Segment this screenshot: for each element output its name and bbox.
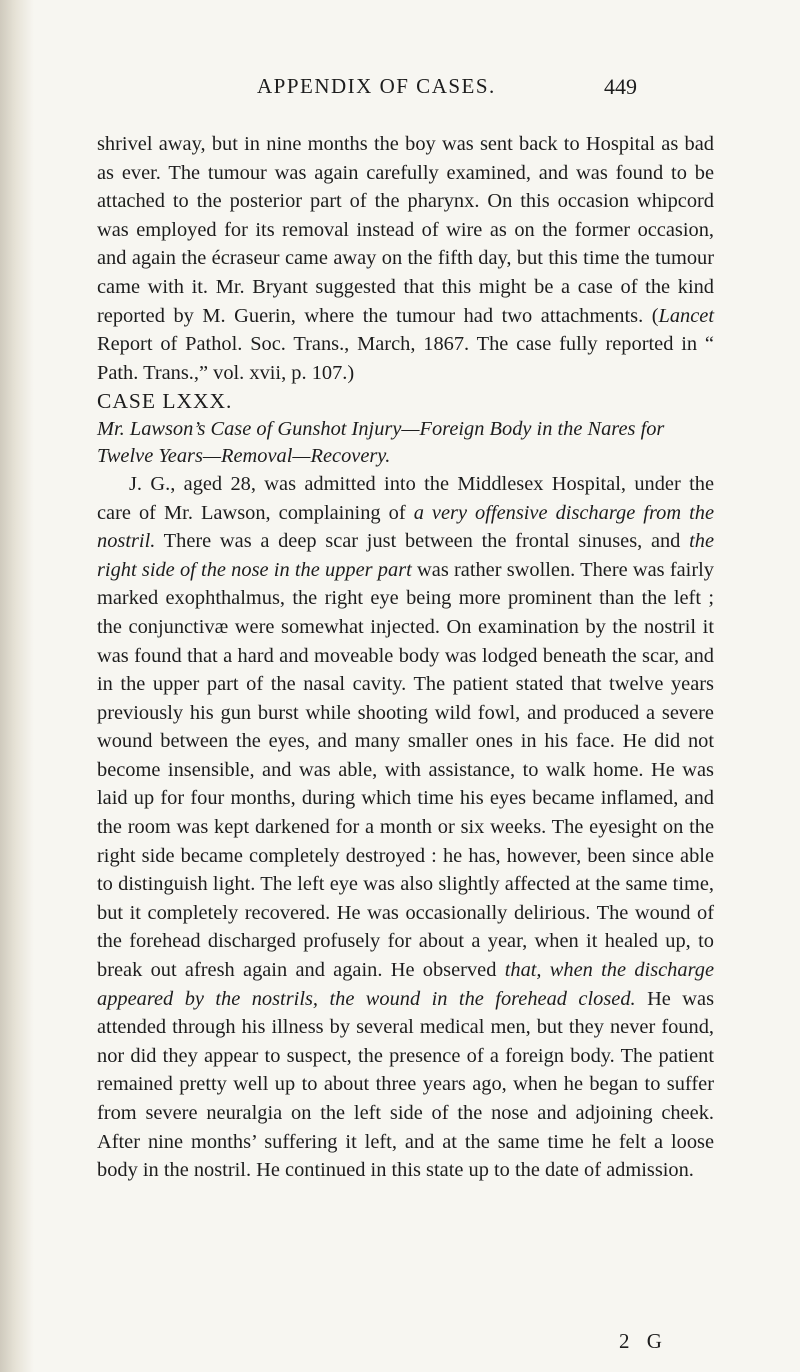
page-header [257,74,637,102]
page-body [97,130,714,1185]
report-emphasis-3: that, when the discharge appeared by the nostrils, the wound in the forehead closed. [97,959,714,1010]
page-number: 449 [604,74,637,99]
report-text-4: He was attended through his illness by several medical men, but they never found, nor did they appear to suspect, the presence of a foreign body. The patient remained pretty well up to about three years ago, when he began to suffer from severe neuralgia on the left side of the nose and adjoining cheek. After nine months’ suffering it left, and at the same time he felt a loose body in the nostril. He continued in this state up to the date of admission. [97,987,715,1182]
journal-title-italic: Lancet [658,304,714,327]
case-report-paragraph [97,470,714,1185]
case-subtitle [97,416,714,470]
paragraph-text-end: Report of Pathol. Soc. Trans., March, 1867. The case fully reported in “ Path. Trans.,” vol. xvii, p. 107.) [97,333,714,384]
case-heading: CASE LXXX. [97,389,233,414]
running-head: APPENDIX OF CASES. [257,74,496,98]
binding-gutter-shadow [0,0,34,1372]
report-text-2: There was a deep scar just between the frontal sinuses, and [155,530,690,553]
paragraph-text: shrivel away, but in nine months the boy was sent back to Hospital as bad as ever. The tumour was again carefully examined, and was found to be attached to the posterior part of the pharynx. On this occasion whipcord was employed for its removal instead of wire as on the former occasion, and again the écraseur came away on the fifth day, but this time the tumour came with it. Mr. Bryant suggested that this might be a case of the kind reported by M. Guerin, where the tumour had two attachments. ( [97,133,714,327]
report-text-1: J. G., aged 28, was admitted into the Middlesex Hospital, under the care of Mr. Lawson, complaining of [97,472,714,524]
case-subtitle-line-1: Mr. Lawson’s Case of Gunshot Injury—Foreign Body in the Nares for [97,417,665,440]
case-subtitle-line-2: Twelve Years—Removal—Recovery. [97,444,391,467]
paragraph-continued [97,130,714,387]
report-emphasis-1: a very offensive discharge from the nostril. [97,501,715,553]
signature-mark: 2 G [619,1329,668,1353]
report-text-3: was rather swollen. There was fairly marked exophthalmus, the right eye being more prominent than the left ; the conjunctivæ were somewhat injected. On examination by the nostril it was found that a hard and moveable body was lodged beneath the scar, and in the upper part of the nasal cavity. The patient stated that twelve years previously his gun burst while shooting wild fowl, and produced a severe wound between the eyes, and many smaller ones in his face. He did not become insensible, and was able, with assistance, to walk home. He was laid up for four months, during which time his eyes became inflamed, and the room was kept darkened for a month or six weeks. The eyesight on the right side became completely destroyed : he has, however, been since able to distinguish light. The left eye was also slightly affected at the same time, but it completely recovered. He was occasionally delirious. The wound of the forehead discharged profusely for about a year, when it healed up, to break out afresh again and again. He observed [97,558,714,982]
report-emphasis-2: the right side of the nose in the upper part [97,530,714,581]
